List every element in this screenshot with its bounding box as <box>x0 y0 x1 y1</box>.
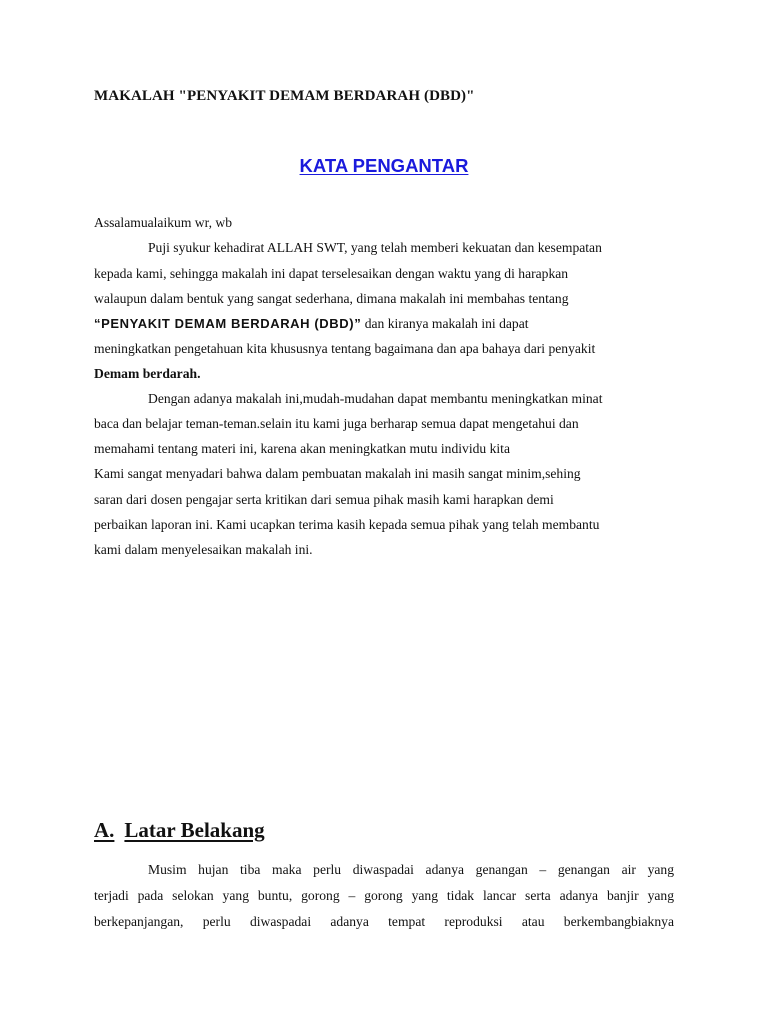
section-a-line-3: berkepanjangan, perlu diwaspadai adanya tempat reproduksi atau berkembangbiaknya <box>94 914 674 929</box>
paragraph-1-line-4 <box>94 316 529 332</box>
section-a-title: Latar Belakang <box>124 818 265 842</box>
paragraph-2-line-1: Dengan adanya makalah ini,mudah-mudahan dapat membantu meningkatkan minat <box>148 391 603 406</box>
paragraph-1-line-3: walaupun dalam bentuk yang sangat sederhana, dimana makalah ini membahas tentang <box>94 291 569 306</box>
section-a-number: A. <box>94 818 115 842</box>
paragraph-1-line-5: meningkatkan pengetahuan kita khususnya tentang bagaimana dan apa bahaya dari penyakit <box>94 341 596 356</box>
kata-pengantar-heading: KATA PENGANTAR <box>299 155 469 176</box>
section-a-line-1: Musim hujan tiba maka perlu diwaspadai adanya genangan – genangan air yang <box>148 862 674 877</box>
paragraph-3-line-1: Kami sangat menyadari bahwa dalam pembuatan makalah ini masih sangat minim,sehing <box>94 466 581 481</box>
paragraph-3-line-4: kami dalam menyelesaikan makalah ini. <box>94 542 313 557</box>
document-title: MAKALAH "PENYAKIT DEMAM BERDARAH (DBD)" <box>94 88 475 104</box>
paragraph-3-line-3: perbaikan laporan ini. Kami ucapkan terima kasih kepada semua pihak yang telah membantu <box>94 517 600 532</box>
paragraph-2-line-3: memahami tentang materi ini, karena akan meningkatkan mutu individu kita <box>94 441 510 456</box>
greeting-line: Assalamualaikum wr, wb <box>94 215 233 230</box>
paragraph-3-line-2: saran dari dosen pengajar serta kritikan dari semua pihak masih kami harapkan demi <box>94 492 554 507</box>
paragraph-1-line-4-rest: dan kiranya makalah ini dapat <box>361 316 529 331</box>
paragraph-1-line-1: Puji syukur kehadirat ALLAH SWT, yang telah memberi kekuatan dan kesempatan <box>148 240 602 255</box>
disease-title-bold: “PENYAKIT DEMAM BERDARAH (DBD)” <box>94 316 362 331</box>
paragraph-2-line-2: baca dan belajar teman-teman.selain itu kami juga berharap semua dapat mengetahui dan <box>94 416 579 431</box>
section-a-heading <box>94 818 265 843</box>
paragraph-1-line-6: Demam berdarah. <box>94 366 201 381</box>
section-a-line-2: terjadi pada selokan yang buntu, gorong – gorong yang tidak lancar serta adanya banjir yang <box>94 888 674 903</box>
paragraph-1-line-2: kepada kami, sehingga makalah ini dapat terselesaikan dengan waktu yang di harapkan <box>94 266 569 281</box>
